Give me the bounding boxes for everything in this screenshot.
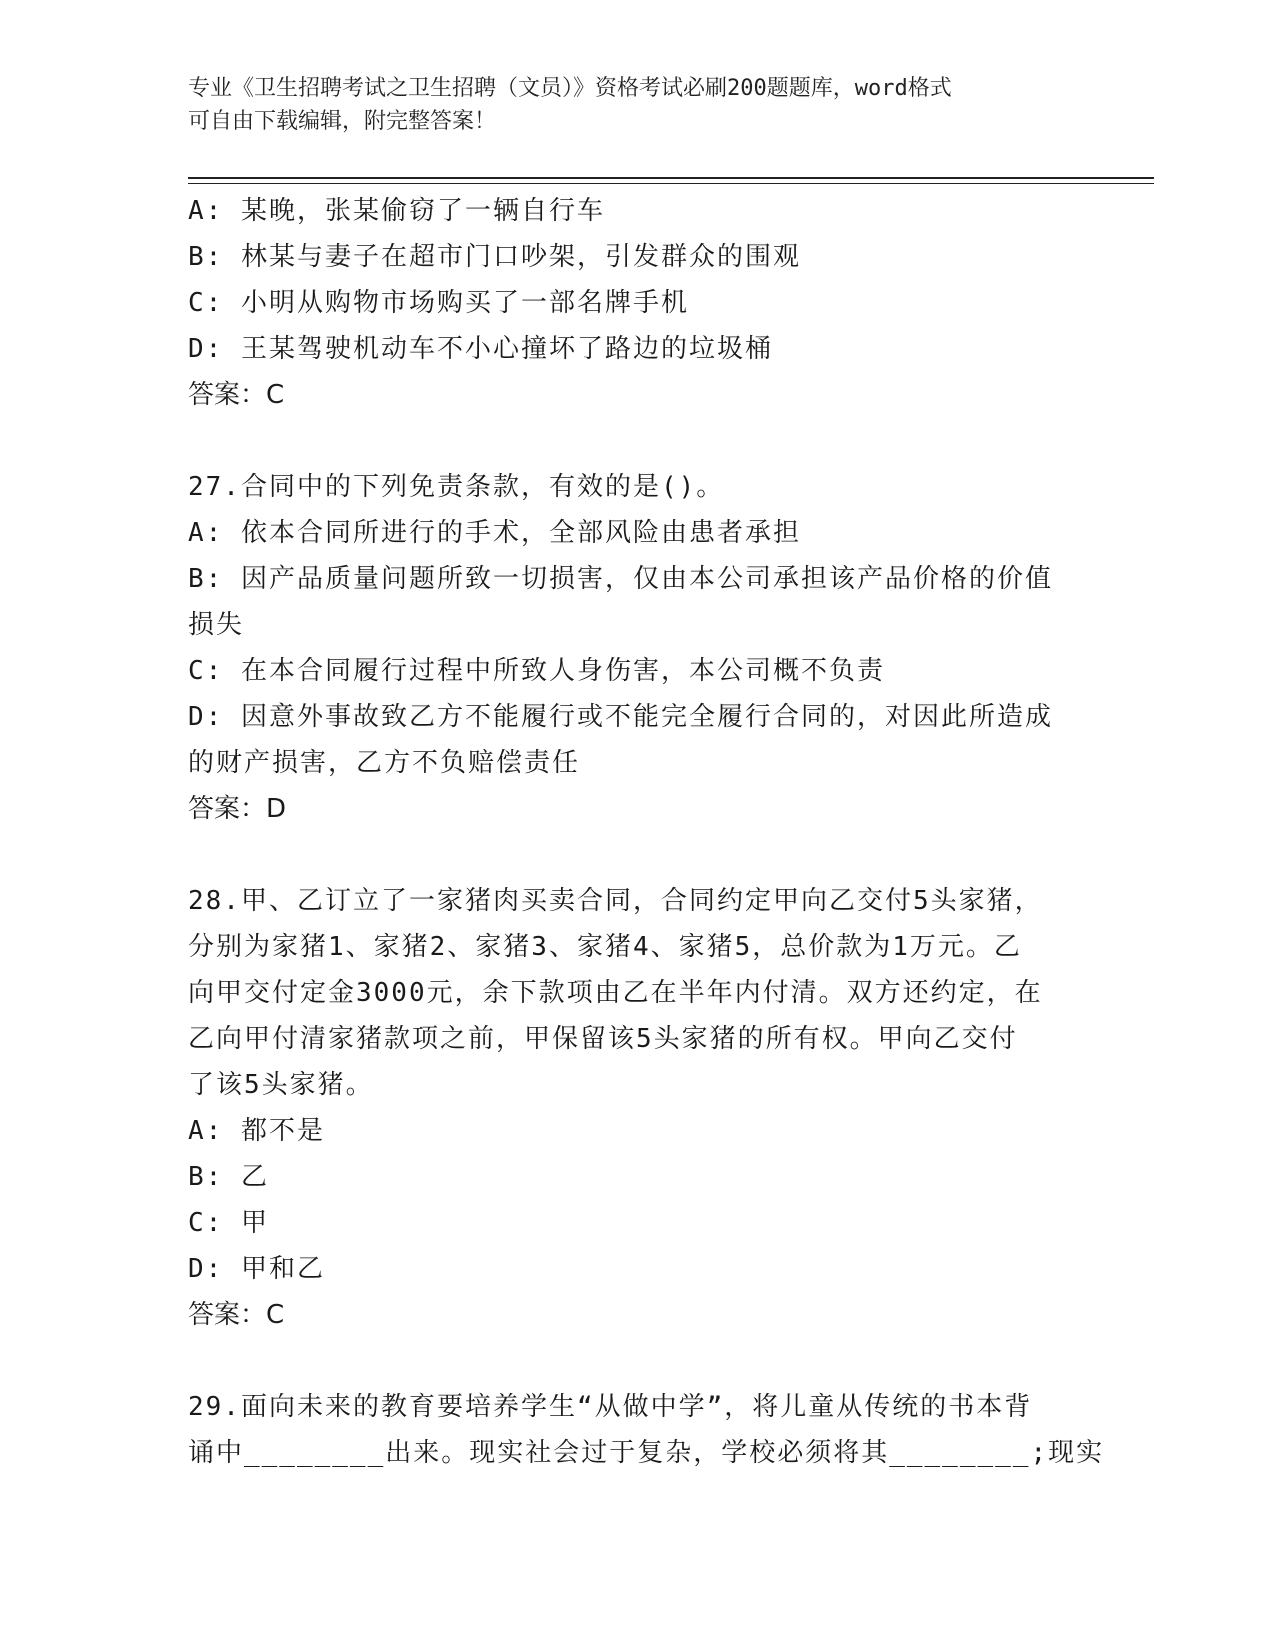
option-b-continued: 损失 xyxy=(188,610,245,640)
question-27 xyxy=(188,464,1078,832)
option-d: D: 王某驾驶机动车不小心撞坏了路边的垃圾桶 xyxy=(188,334,773,364)
option-c: C: 甲 xyxy=(188,1208,269,1238)
question-stem: 27.合同中的下列免责条款，有效的是()。 xyxy=(188,472,725,502)
option-d: D: 甲和乙 xyxy=(188,1254,325,1284)
option-b: B: 因产品质量问题所致一切损害，仅由本公司承担该产品价格的价值 xyxy=(188,564,1053,594)
question-stem-continued: 向甲交付定金3000元，余下款项由乙在半年内付清。双方还约定，在 xyxy=(188,978,1043,1008)
header-line-1: 专业《卫生招聘考试之卫生招聘（文员）》资格考试必刷200题题库，word格式 xyxy=(188,76,952,101)
option-d-continued: 的财产损害，乙方不负赔偿责任 xyxy=(188,748,581,778)
question-stem-continued: 乙向甲付清家猪款项之前，甲保留该5头家猪的所有权。甲向乙交付 xyxy=(188,1024,1018,1054)
question-26 xyxy=(188,188,1078,418)
spacer xyxy=(188,832,1078,878)
question-stem-continued: 分别为家猪1、家猪2、家猪3、家猪4、家猪5，总价款为1万元。乙 xyxy=(188,932,1022,962)
question-stem: 28.甲、乙订立了一家猪肉买卖合同，合同约定甲向乙交付5头家猪， xyxy=(188,886,1043,916)
question-29 xyxy=(188,1384,1105,1476)
question-stem-continued: 诵中________出来。现实社会过于复杂，学校必须将其________;现实 xyxy=(188,1438,1105,1468)
answer: 答案：D xyxy=(188,794,287,824)
option-c: C: 小明从购物市场购买了一部名牌手机 xyxy=(188,288,689,318)
question-stem-continued: 了该5头家猪。 xyxy=(188,1070,374,1100)
option-b: B: 林某与妻子在超市门口吵架，引发群众的围观 xyxy=(188,242,801,272)
document-header xyxy=(188,72,1088,138)
answer: 答案：C xyxy=(188,1300,285,1330)
option-a: A: 依本合同所进行的手术，全部风险由患者承担 xyxy=(188,518,801,548)
option-b: B: 乙 xyxy=(188,1162,269,1192)
header-line-2: 可自由下载编辑，附完整答案！ xyxy=(188,109,497,134)
spacer xyxy=(188,418,1078,464)
question-28 xyxy=(188,878,1078,1338)
option-a: A: 都不是 xyxy=(188,1116,325,1146)
question-stem: 29.面向未来的教育要培养学生“从做中学”，将儿童从传统的书本背 xyxy=(188,1392,1033,1422)
option-a: A: 某晚，张某偷窃了一辆自行车 xyxy=(188,196,605,226)
option-c: C: 在本合同履行过程中所致人身伤害，本公司概不负责 xyxy=(188,656,885,686)
answer: 答案：C xyxy=(188,380,285,410)
header-divider-thick xyxy=(188,177,1154,179)
option-d: D: 因意外事故致乙方不能履行或不能完全履行合同的，对因此所造成 xyxy=(188,702,1053,732)
spacer xyxy=(188,1338,1078,1384)
header-divider-thin xyxy=(188,183,1154,184)
question-list xyxy=(188,188,1105,1476)
